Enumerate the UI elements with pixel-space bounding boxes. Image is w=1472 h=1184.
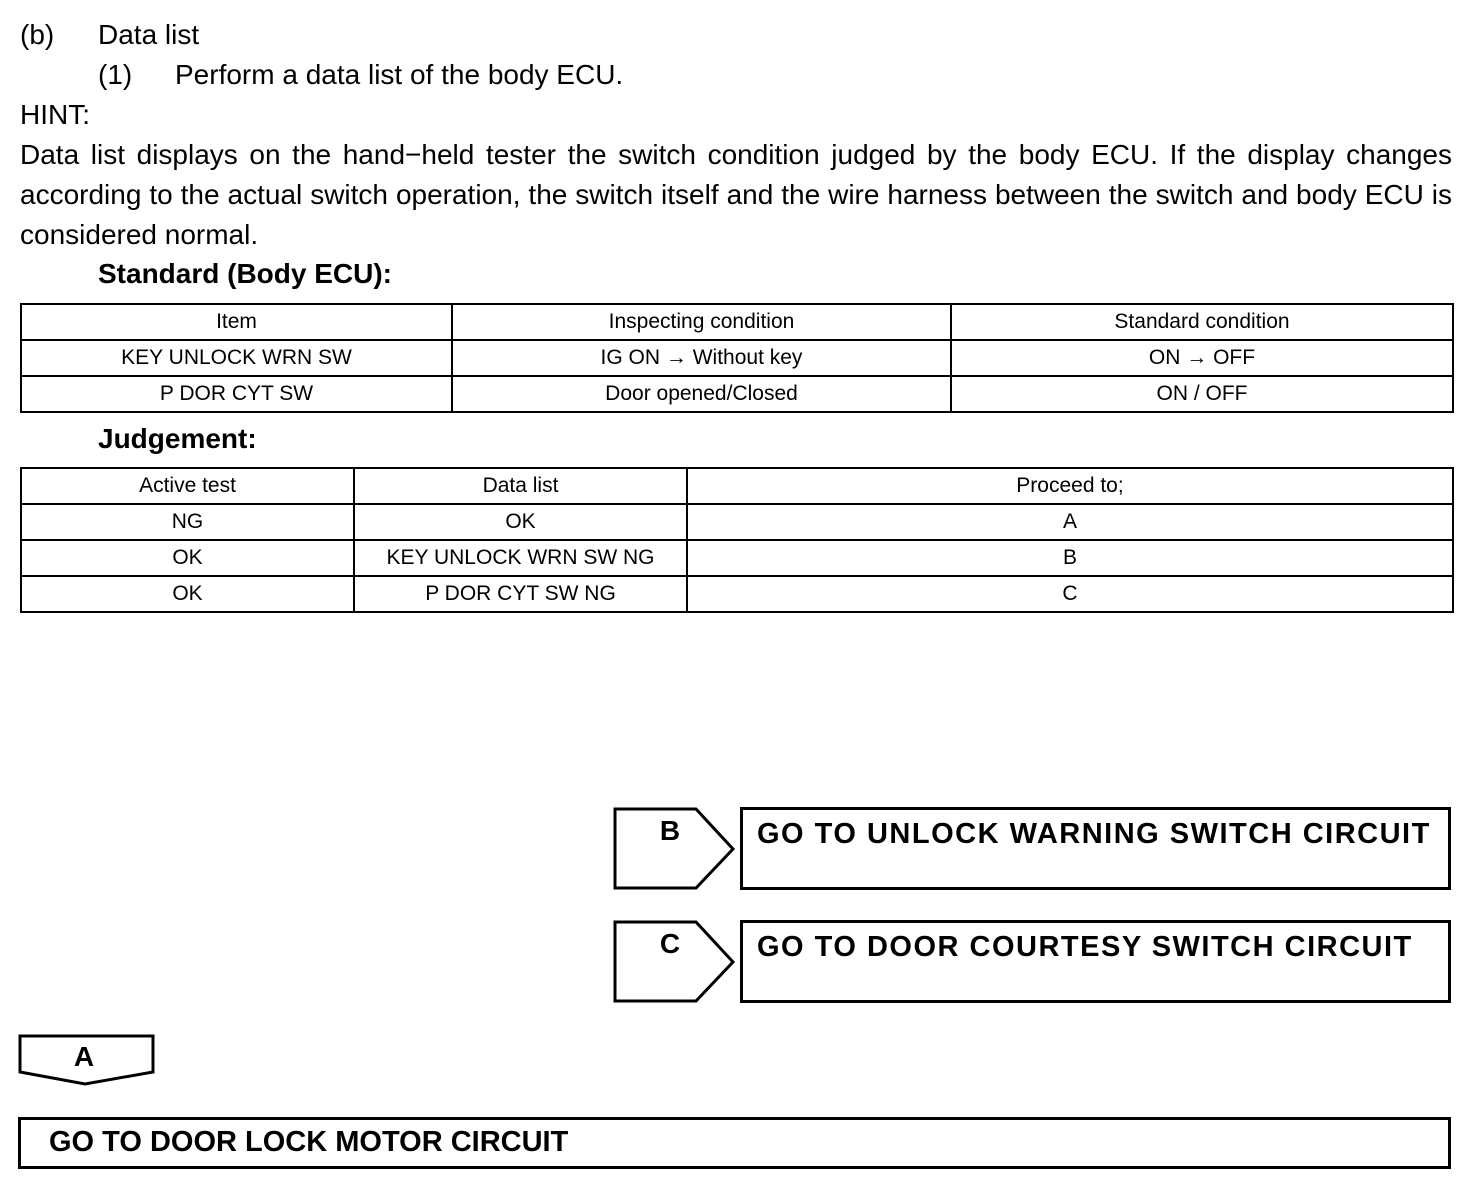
table-header-cell: Active test	[21, 468, 354, 504]
standard-table	[20, 303, 1454, 413]
flow-a-label: A	[73, 1041, 95, 1072]
flow-c-destination[interactable]	[740, 920, 1451, 1003]
table-row	[21, 504, 1453, 540]
standard-heading: Standard (Body ECU):	[98, 258, 392, 289]
hint-text: Data list displays on the hand−held tester the switch condition judged by the body ECU. If the display changes according to the actual switch operation, the switch itself and the wire harness between the switch and body ECU is considered normal.	[20, 139, 1452, 250]
flow-a-destination-text: GO TO DOOR LOCK MOTOR CIRCUIT	[49, 1126, 569, 1158]
table-header-cell: Standard condition	[951, 304, 1453, 340]
table-header-row	[21, 304, 1453, 340]
flow-b-label: B	[659, 815, 681, 846]
table-header-row	[21, 468, 1453, 504]
table-cell: KEY UNLOCK WRN SW NG	[354, 540, 687, 576]
table-row	[21, 540, 1453, 576]
flow-a-destination[interactable]	[18, 1117, 1451, 1169]
table-cell: ON / OFF	[951, 376, 1453, 412]
table-cell: OK	[354, 504, 687, 540]
table-header-cell: Inspecting condition	[452, 304, 951, 340]
table-row	[21, 376, 1453, 412]
table-cell: OK	[21, 540, 354, 576]
hint-label: HINT:	[20, 99, 90, 130]
step-title: Data list	[98, 19, 200, 50]
flow-b-destination-text: GO TO UNLOCK WARNING SWITCH CIRCUIT	[757, 818, 1431, 850]
table-cell: IG ON → Without key	[452, 340, 951, 376]
table-cell: A	[687, 504, 1453, 540]
flow-c-destination-text: GO TO DOOR COURTESY SWITCH CIRCUIT	[757, 931, 1413, 963]
table-cell: NG	[21, 504, 354, 540]
table-cell: P DOR CYT SW	[21, 376, 452, 412]
table-row	[21, 340, 1453, 376]
table-cell: OK	[21, 576, 354, 612]
table-header-cell: Proceed to;	[687, 468, 1453, 504]
judgement-heading: Judgement:	[98, 423, 257, 454]
flow-c-label: C	[659, 928, 681, 959]
table-cell: KEY UNLOCK WRN SW	[21, 340, 452, 376]
table-header-cell: Item	[21, 304, 452, 340]
table-cell: C	[687, 576, 1453, 612]
substep-marker: (1)	[98, 59, 133, 90]
judgement-table	[20, 467, 1454, 613]
substep-text: Perform a data list of the body ECU.	[175, 59, 624, 90]
table-cell: ON → OFF	[951, 340, 1453, 376]
table-row	[21, 576, 1453, 612]
step-marker: (b)	[20, 19, 55, 50]
table-cell: P DOR CYT SW NG	[354, 576, 687, 612]
table-header-cell: Data list	[354, 468, 687, 504]
table-cell: B	[687, 540, 1453, 576]
flow-b-destination[interactable]	[740, 807, 1451, 890]
table-cell: Door opened/Closed	[452, 376, 951, 412]
